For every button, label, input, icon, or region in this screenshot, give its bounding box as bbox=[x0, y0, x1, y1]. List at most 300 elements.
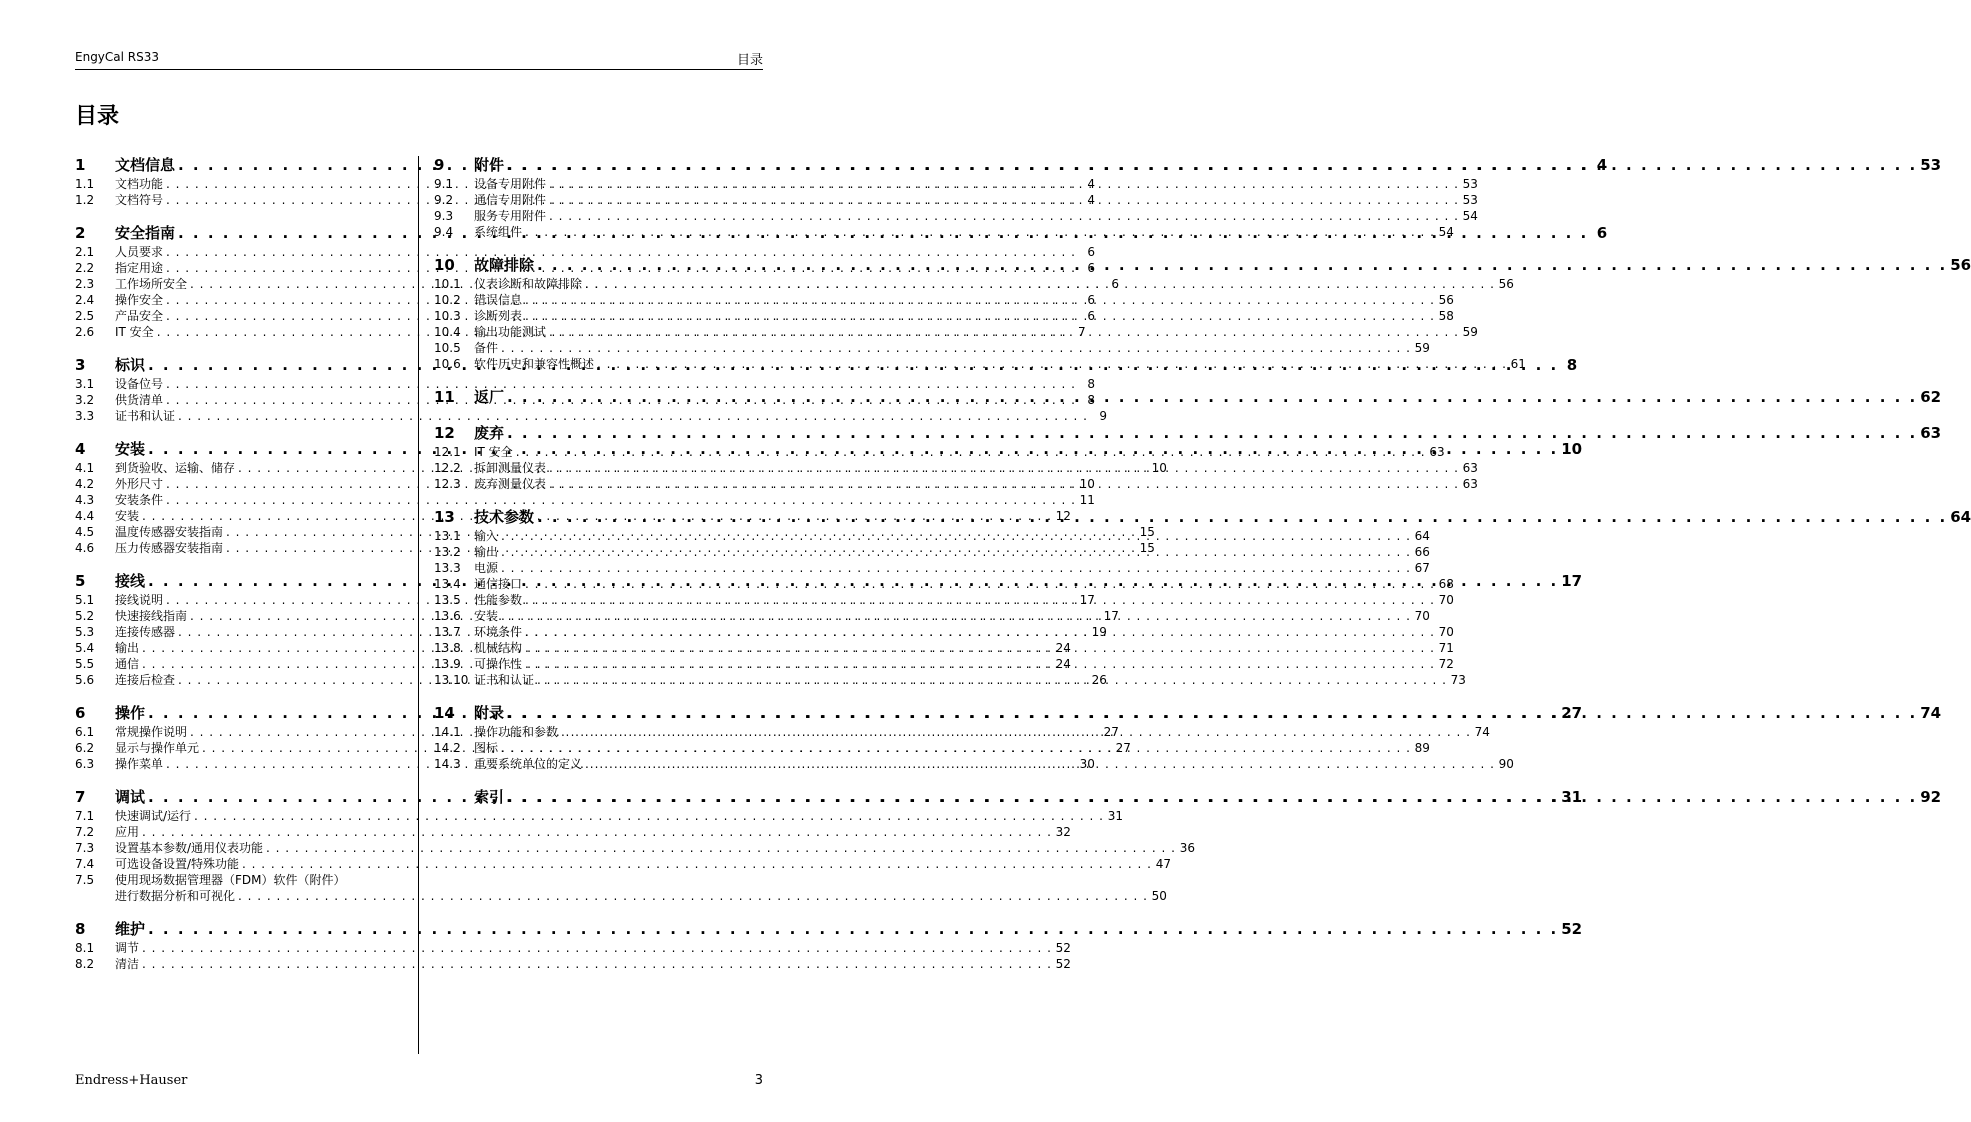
toc-entry-title: 安装条件 bbox=[115, 493, 164, 507]
toc-section-entry[interactable] bbox=[434, 356, 1526, 372]
toc-dot-leader bbox=[142, 824, 1052, 840]
toc-entry-page: 15 bbox=[1139, 525, 1155, 539]
toc-entry-title: 废弃 bbox=[474, 424, 505, 442]
toc-entry-number: 13.4 bbox=[434, 577, 461, 591]
toc-chapter-entry[interactable] bbox=[434, 422, 1942, 444]
toc-entry-page: 73 bbox=[1450, 673, 1466, 687]
toc-dot-leader bbox=[501, 560, 1411, 576]
toc-entry-title: 输出功能测试 bbox=[474, 325, 547, 339]
toc-entry-page: 63 bbox=[1462, 461, 1478, 475]
toc-entry-title: 证书和认证 bbox=[115, 409, 176, 423]
toc-entry-title: 重要系统单位的定义 bbox=[474, 757, 583, 771]
toc-entry-title: 快速接线指南 bbox=[115, 609, 188, 623]
toc-entry-title: 输出 bbox=[474, 545, 499, 559]
toc-dot-leader bbox=[549, 324, 1459, 340]
toc-chapter-entry[interactable] bbox=[434, 154, 1942, 176]
toc-entry-page: 67 bbox=[1414, 561, 1430, 575]
toc-entry-page: 6 bbox=[1087, 293, 1095, 307]
toc-entry-number: 3.3 bbox=[75, 409, 95, 423]
toc-entry-page: 30 bbox=[1079, 757, 1095, 771]
toc-entry-number: 7.2 bbox=[75, 825, 95, 839]
toc-entry-number: 2 bbox=[75, 224, 86, 242]
toc-section-entry[interactable] bbox=[75, 940, 1071, 956]
toc-dot-leader bbox=[507, 154, 1917, 176]
toc-entry-title: 附录 bbox=[474, 704, 505, 722]
toc-entry-page: 59 bbox=[1414, 341, 1430, 355]
toc-entry-title: 输出 bbox=[115, 641, 140, 655]
toc-entry-page: 9 bbox=[1099, 409, 1107, 423]
toc-entry-page: 19 bbox=[1091, 625, 1107, 639]
toc-entry-number: 10.4 bbox=[434, 325, 461, 339]
toc-section-entry[interactable] bbox=[434, 444, 1445, 460]
toc-dot-leader bbox=[516, 444, 1426, 460]
toc-dot-leader bbox=[537, 672, 1447, 688]
toc-entry-number: 10.2 bbox=[434, 293, 461, 307]
toc-entry-page: 6 bbox=[1111, 277, 1119, 291]
toc-section-entry[interactable] bbox=[75, 408, 1107, 424]
toc-entry-title: 产品安全 bbox=[115, 309, 164, 323]
toc-entry-title: 软件历史和兼容性概述 bbox=[474, 357, 595, 371]
toc-entry-title: 安全指南 bbox=[115, 224, 176, 242]
toc-chapter-entry[interactable] bbox=[434, 386, 1942, 408]
toc-entry-title: 系统组件 bbox=[474, 225, 523, 239]
toc-entry-title: 废弃测量仪表 bbox=[474, 477, 547, 491]
toc-entry-number: 8 bbox=[75, 920, 86, 938]
toc-entry-title: 证书和认证 bbox=[474, 673, 535, 687]
toc-entry-page: 50 bbox=[1151, 889, 1167, 903]
toc-dot-leader bbox=[537, 506, 1947, 528]
toc-entry-number: 13.1 bbox=[434, 529, 461, 543]
toc-entry-number: 10.1 bbox=[434, 277, 461, 291]
toc-entry-number: 2.6 bbox=[75, 325, 95, 339]
toc-entry-title: 电源 bbox=[474, 561, 499, 575]
toc-entry-page: 64 bbox=[1950, 508, 1971, 526]
page-title: 目录 bbox=[75, 104, 120, 129]
toc-entry-page: 58 bbox=[1438, 309, 1454, 323]
toc-entry-title: 通信接口 bbox=[474, 577, 523, 591]
toc-entry-title: 指定用途 bbox=[115, 261, 164, 275]
toc-section-entry[interactable] bbox=[434, 208, 1478, 224]
toc-entry-page: 92 bbox=[1920, 788, 1942, 806]
toc-entry-page: 72 bbox=[1438, 657, 1454, 671]
toc-entry-number: 5.3 bbox=[75, 625, 95, 639]
toc-entry-page: 31 bbox=[1561, 788, 1583, 806]
toc-entry-number: 13.6 bbox=[434, 609, 461, 623]
toc-chapter-block bbox=[434, 154, 1942, 240]
toc-dot-leader bbox=[549, 192, 1459, 208]
toc-section-entry[interactable] bbox=[434, 176, 1478, 192]
toc-entry-number: 10 bbox=[434, 256, 455, 274]
toc-entry-number: 4 bbox=[75, 440, 86, 458]
toc-entry-number: 5.1 bbox=[75, 593, 95, 607]
toc-section-entry[interactable] bbox=[75, 824, 1071, 840]
toc-entry-page: 63 bbox=[1920, 424, 1942, 442]
toc-entry-page: 71 bbox=[1438, 641, 1454, 655]
toc-entry-page: 64 bbox=[1414, 529, 1430, 543]
toc-entry-title: 外形尺寸 bbox=[115, 477, 164, 491]
toc-entry-title: 应用 bbox=[115, 825, 140, 839]
toc-entry-page: 53 bbox=[1462, 177, 1478, 191]
toc-dot-leader bbox=[142, 956, 1052, 972]
toc-entry-number: 5.2 bbox=[75, 609, 95, 623]
toc-entry-page: 26 bbox=[1091, 673, 1107, 687]
toc-section-entry[interactable] bbox=[434, 308, 1454, 324]
toc-section-entry[interactable] bbox=[75, 872, 405, 888]
toc-dot-leader bbox=[507, 702, 1917, 724]
toc-dot-leader bbox=[525, 592, 1435, 608]
toc-chapter-entry[interactable] bbox=[75, 918, 1583, 940]
toc-entry-number: 13 bbox=[434, 508, 455, 526]
toc-entry-title: 通信专用附件 bbox=[474, 193, 547, 207]
toc-section-entry[interactable] bbox=[75, 840, 1195, 856]
toc-entry-page: 17 bbox=[1561, 572, 1583, 590]
toc-entry-number: 6.1 bbox=[75, 725, 95, 739]
toc-entry-page: 68 bbox=[1438, 577, 1454, 591]
toc-entry-page: 4 bbox=[1087, 193, 1095, 207]
toc-entry-title: 服务专用附件 bbox=[474, 209, 547, 223]
toc-entry-title: 图标 bbox=[474, 741, 499, 755]
toc-entry-page: 47 bbox=[1155, 857, 1171, 871]
toc-entry-page: 17 bbox=[1103, 609, 1119, 623]
toc-entry-page: 36 bbox=[1179, 841, 1195, 855]
toc-entry-title: 操作功能和参数 bbox=[474, 725, 559, 739]
toc-dot-leader bbox=[501, 608, 1411, 624]
toc-entry-page: 74 bbox=[1474, 725, 1490, 739]
toc-entry-page: 24 bbox=[1055, 641, 1071, 655]
toc-chapter-block bbox=[75, 918, 1583, 972]
toc-entry-page: 56 bbox=[1438, 293, 1454, 307]
toc-entry-number: 14.3 bbox=[434, 757, 461, 771]
toc-section-entry[interactable] bbox=[434, 324, 1478, 340]
toc-entry-number: 4.6 bbox=[75, 541, 95, 555]
header-product-name: EngyCal RS33 bbox=[75, 50, 160, 64]
toc-dot-leader bbox=[501, 340, 1411, 356]
toc-entry-page: 53 bbox=[1920, 156, 1942, 174]
toc-entry-page: 17 bbox=[1079, 593, 1095, 607]
toc-entry-number: 2.4 bbox=[75, 293, 95, 307]
toc-entry-page: 27 bbox=[1103, 725, 1119, 739]
toc-entry-page: 56 bbox=[1950, 256, 1971, 274]
toc-entry-number: 9.3 bbox=[434, 209, 454, 223]
toc-entry-title: 输入 bbox=[474, 529, 499, 543]
toc-entry-title: 标识 bbox=[115, 356, 146, 374]
toc-entry-number: 4.4 bbox=[75, 509, 95, 523]
toc-entry-number: 12 bbox=[434, 424, 455, 442]
toc-chapter-block bbox=[434, 386, 1942, 408]
toc-entry-page: 24 bbox=[1055, 657, 1071, 671]
toc-dot-leader bbox=[525, 576, 1435, 592]
toc-entry-number: 3.2 bbox=[75, 393, 95, 407]
toc-entry-number: 8.1 bbox=[75, 941, 95, 955]
toc-entry-number: 13.8 bbox=[434, 641, 461, 655]
toc-entry-number: 3.1 bbox=[75, 377, 95, 391]
toc-entry-page: 15 bbox=[1139, 541, 1155, 555]
toc-entry-title: 进行数据分析和可视化 bbox=[115, 889, 236, 903]
toc-entry-title: 诊断列表 bbox=[474, 309, 523, 323]
toc-entry-page: 63 bbox=[1462, 477, 1478, 491]
toc-entry-number: 2.2 bbox=[75, 261, 95, 275]
toc-entry-number: 13.5 bbox=[434, 593, 461, 607]
toc-chapter-entry[interactable] bbox=[434, 254, 1971, 276]
toc-section-entry[interactable] bbox=[434, 576, 1454, 592]
toc-entry-title: 人员要求 bbox=[115, 245, 164, 259]
toc-section-entry[interactable] bbox=[434, 560, 1430, 576]
toc-entry-page: 52 bbox=[1055, 957, 1071, 971]
toc-section-entry[interactable] bbox=[75, 244, 1095, 260]
toc-dot-leader bbox=[597, 356, 1507, 372]
toc-entry-page: 56 bbox=[1498, 277, 1514, 291]
toc-entry-page: 66 bbox=[1414, 545, 1430, 559]
toc-entry-number: 9.4 bbox=[434, 225, 454, 239]
toc-entry-page: 10 bbox=[1151, 461, 1167, 475]
toc-entry-number: 14.1 bbox=[434, 725, 461, 739]
toc-entry-number: 9.2 bbox=[434, 193, 454, 207]
toc-entry-title: 可操作性 bbox=[474, 657, 523, 671]
toc-dot-leader bbox=[525, 292, 1435, 308]
toc-dot-leader bbox=[561, 724, 1471, 740]
toc-chapter-block bbox=[434, 254, 1971, 372]
toc-entry-number: 5 bbox=[75, 572, 86, 590]
toc-entry-number: 4.5 bbox=[75, 525, 95, 539]
toc-entry-title: 错误信息 bbox=[474, 293, 523, 307]
toc-entry-number: 7 bbox=[75, 788, 86, 806]
toc-section-entry[interactable] bbox=[434, 292, 1454, 308]
toc-entry-title: 设备位号 bbox=[115, 377, 164, 391]
toc-dot-leader bbox=[537, 254, 1947, 276]
toc-entry-title: 索引 bbox=[474, 788, 505, 806]
toc-entry-number: 13.3 bbox=[434, 561, 461, 575]
toc-entry-number: 12.3 bbox=[434, 477, 461, 491]
toc-entry-title: 文档功能 bbox=[115, 177, 164, 191]
toc-entry-number: 5.6 bbox=[75, 673, 95, 687]
toc-entry-page: 53 bbox=[1462, 193, 1478, 207]
toc-dot-leader bbox=[242, 856, 1152, 872]
toc-entry-number: 7.5 bbox=[75, 873, 95, 887]
toc-dot-leader bbox=[148, 918, 1558, 940]
toc-entry-number: 7.1 bbox=[75, 809, 95, 823]
toc-entry-page: 74 bbox=[1920, 704, 1942, 722]
header-rule bbox=[75, 69, 763, 70]
toc-entry-page: 54 bbox=[1462, 209, 1478, 223]
toc-entry-title: 附件 bbox=[474, 156, 505, 174]
toc-dot-leader bbox=[142, 940, 1052, 956]
toc-entry-number: 5.5 bbox=[75, 657, 95, 671]
toc-entry-title: 常规操作说明 bbox=[115, 725, 188, 739]
toc-entry-number: 14 bbox=[434, 704, 455, 722]
toc-entry-page: 63 bbox=[1429, 445, 1445, 459]
toc-entry-title: 设置基本参数/通用仪表功能 bbox=[115, 841, 264, 855]
toc-dot-leader bbox=[501, 740, 1411, 756]
toc-entry-page: 8 bbox=[1566, 356, 1578, 374]
toc-entry-number: 6 bbox=[75, 704, 86, 722]
toc-dot-leader bbox=[507, 422, 1917, 444]
toc-entry-number: 4.1 bbox=[75, 461, 95, 475]
footer-page-number: 3 bbox=[754, 1073, 763, 1088]
toc-entry-page: 70 bbox=[1438, 625, 1454, 639]
toc-entry-page: 54 bbox=[1438, 225, 1454, 239]
toc-section-entry[interactable] bbox=[75, 956, 1071, 972]
toc-entry-title: 返厂 bbox=[474, 388, 505, 406]
toc-entry-title: 操作安全 bbox=[115, 293, 164, 307]
toc-entry-number: 9 bbox=[434, 156, 445, 174]
toc-dot-leader bbox=[585, 756, 1495, 772]
toc-section-entry[interactable] bbox=[75, 856, 1171, 872]
toc-entry-number: 1.2 bbox=[75, 193, 95, 207]
toc-entry-title: 设备专用附件 bbox=[474, 177, 547, 191]
toc-entry-page: 52 bbox=[1055, 941, 1071, 955]
toc-section-entry[interactable] bbox=[75, 492, 1095, 508]
toc-entry-page: 6 bbox=[1087, 245, 1095, 259]
toc-entry-number: 4.3 bbox=[75, 493, 95, 507]
toc-dot-leader bbox=[525, 308, 1435, 324]
toc-entry-page: 31 bbox=[1107, 809, 1123, 823]
toc-entry-title: 安装 bbox=[115, 440, 146, 458]
toc-entry-title: 操作 bbox=[115, 704, 146, 722]
toc-entry-number: 6.2 bbox=[75, 741, 95, 755]
toc-entry-title: 连接传感器 bbox=[115, 625, 176, 639]
toc-entry-number: 10.5 bbox=[434, 341, 461, 355]
toc-entry-title: 可选设备设置/特殊功能 bbox=[115, 857, 240, 871]
toc-entry-title: 接线 bbox=[115, 572, 146, 590]
toc-entry-number: 3 bbox=[75, 356, 86, 374]
toc-entry-page: 8 bbox=[1087, 393, 1095, 407]
toc-entry-number: 13.2 bbox=[434, 545, 461, 559]
toc-entry-title: IT 安全 bbox=[474, 445, 513, 459]
toc-entry-page: 61 bbox=[1510, 357, 1526, 371]
toc-entry-title: 清洁 bbox=[115, 957, 140, 971]
toc-entry-page: 70 bbox=[1438, 593, 1454, 607]
toc-entry-title: 故障排除 bbox=[474, 256, 535, 274]
toc-entry-title: 工作场所安全 bbox=[115, 277, 188, 291]
toc-dot-leader bbox=[501, 544, 1411, 560]
toc-dot-leader bbox=[549, 208, 1459, 224]
toc-entry-title: 通信 bbox=[115, 657, 140, 671]
toc-entry-title: IT 安全 bbox=[115, 325, 154, 339]
toc-entry-number: 9.1 bbox=[434, 177, 454, 191]
toc-entry-number: 13.9 bbox=[434, 657, 461, 671]
toc-entry-title: 接线说明 bbox=[115, 593, 164, 607]
toc-entry-title: 到货验收、运输、储存 bbox=[115, 461, 236, 475]
toc-entry-number: 10.3 bbox=[434, 309, 461, 323]
toc-entry-title: 连接后检查 bbox=[115, 673, 176, 687]
toc-dot-leader bbox=[525, 224, 1435, 240]
toc-section-entry[interactable] bbox=[434, 224, 1454, 240]
footer-brand: Endress+Hauser bbox=[75, 1073, 188, 1088]
toc-entry-number: 7.4 bbox=[75, 857, 95, 871]
toc-dot-leader bbox=[501, 528, 1411, 544]
toc-entry-title: 供货清单 bbox=[115, 393, 164, 407]
toc-entry-title: 温度传感器安装指南 bbox=[115, 525, 224, 539]
toc-entry-page: 90 bbox=[1498, 757, 1514, 771]
toc-entry-number: 1 bbox=[75, 156, 86, 174]
toc-entry-number: 7.3 bbox=[75, 841, 95, 855]
toc-entry-number: 12.2 bbox=[434, 461, 461, 475]
toc-entry-title: 维护 bbox=[115, 920, 146, 938]
toc-entry-title: 文档符号 bbox=[115, 193, 164, 207]
toc-entry-title: 显示与操作单元 bbox=[115, 741, 200, 755]
toc-entry-title: 拆卸测量仪表 bbox=[474, 461, 547, 475]
toc-entry-page: 70 bbox=[1414, 609, 1430, 623]
toc-entry-title: 仪表诊断和故障排除 bbox=[474, 277, 583, 291]
toc-dot-leader bbox=[549, 476, 1459, 492]
toc-entry-number: 2.5 bbox=[75, 309, 95, 323]
toc-entry-number: 10.6 bbox=[434, 357, 461, 371]
toc-entry-page: 59 bbox=[1462, 325, 1478, 339]
toc-entry-number: 6.3 bbox=[75, 757, 95, 771]
toc-dot-leader bbox=[585, 276, 1495, 292]
toc-dot-leader bbox=[507, 786, 1917, 808]
toc-entry-title: 压力传感器安装指南 bbox=[115, 541, 224, 555]
toc-entry-title: 安装 bbox=[474, 609, 499, 623]
toc-dot-leader bbox=[549, 460, 1459, 476]
toc-entry-title: 调节 bbox=[115, 941, 140, 955]
toc-dot-leader bbox=[525, 624, 1435, 640]
toc-entry-page: 62 bbox=[1920, 388, 1942, 406]
header-section-name: 目录 bbox=[736, 53, 763, 68]
toc-section-entry[interactable] bbox=[434, 340, 1430, 356]
toc-entry-title: 操作菜单 bbox=[115, 757, 164, 771]
toc-dot-leader bbox=[507, 386, 1917, 408]
toc-entry-number: 4.2 bbox=[75, 477, 95, 491]
toc-entry-title: 技术参数 bbox=[474, 508, 535, 526]
toc-entry-page: 10 bbox=[1079, 477, 1095, 491]
toc-entry-page: 11 bbox=[1079, 493, 1095, 507]
toc-section-entry[interactable] bbox=[75, 376, 1095, 392]
toc-section-entry[interactable] bbox=[434, 276, 1514, 292]
toc-entry-title: 机械结构 bbox=[474, 641, 523, 655]
toc-entry-number: 13.10 bbox=[434, 673, 469, 687]
toc-entry-title: 快速调试/运行 bbox=[115, 809, 192, 823]
toc-entry-title: 环境条件 bbox=[474, 625, 523, 639]
toc-entry-page: 32 bbox=[1055, 825, 1071, 839]
toc-dot-leader bbox=[525, 640, 1435, 656]
toc-entry-number: 13.7 bbox=[434, 625, 461, 639]
toc-entry-title: 备件 bbox=[474, 341, 499, 355]
toc-entry-page: 27 bbox=[1561, 704, 1583, 722]
toc-entry-number: 14.2 bbox=[434, 741, 461, 755]
toc-dot-leader bbox=[238, 888, 1148, 904]
toc-entry-page: 6 bbox=[1596, 224, 1608, 242]
toc-entry-title: 性能参数 bbox=[474, 593, 523, 607]
toc-entry-page: 6 bbox=[1087, 309, 1095, 323]
toc-entry-page: 12 bbox=[1055, 509, 1071, 523]
toc-entry-number: 5.4 bbox=[75, 641, 95, 655]
toc-entry-number: 1.1 bbox=[75, 177, 95, 191]
toc-entry-page: 10 bbox=[1561, 440, 1583, 458]
toc-dot-leader bbox=[525, 656, 1435, 672]
toc-entry-number: 2.3 bbox=[75, 277, 95, 291]
toc-entry-title: 文档信息 bbox=[115, 156, 176, 174]
toc-entry-title: 安装 bbox=[115, 509, 140, 523]
toc-entry-number: 11 bbox=[434, 388, 455, 406]
toc-entry-page: 7 bbox=[1077, 325, 1086, 339]
toc-entry-page: 6 bbox=[1087, 261, 1095, 275]
column-divider bbox=[418, 156, 419, 1054]
toc-dot-leader bbox=[549, 176, 1459, 192]
toc-entry-page: 4 bbox=[1087, 177, 1095, 191]
toc-dot-leader bbox=[266, 840, 1176, 856]
toc-section-entry[interactable] bbox=[75, 888, 1167, 904]
toc-entry-title: 调试 bbox=[115, 788, 146, 806]
toc-entry-page: 4 bbox=[1596, 156, 1608, 174]
toc-section-entry[interactable] bbox=[75, 808, 1123, 824]
toc-entry-number: 8.2 bbox=[75, 957, 95, 971]
toc-section-entry[interactable] bbox=[434, 192, 1478, 208]
toc-entry-page: 8 bbox=[1087, 377, 1095, 391]
toc-entry-title: 使用现场数据管理器（FDM）软件（附件） bbox=[115, 873, 346, 887]
toc-entry-page: 89 bbox=[1414, 741, 1430, 755]
toc-entry-number: 12.1 bbox=[434, 445, 461, 459]
